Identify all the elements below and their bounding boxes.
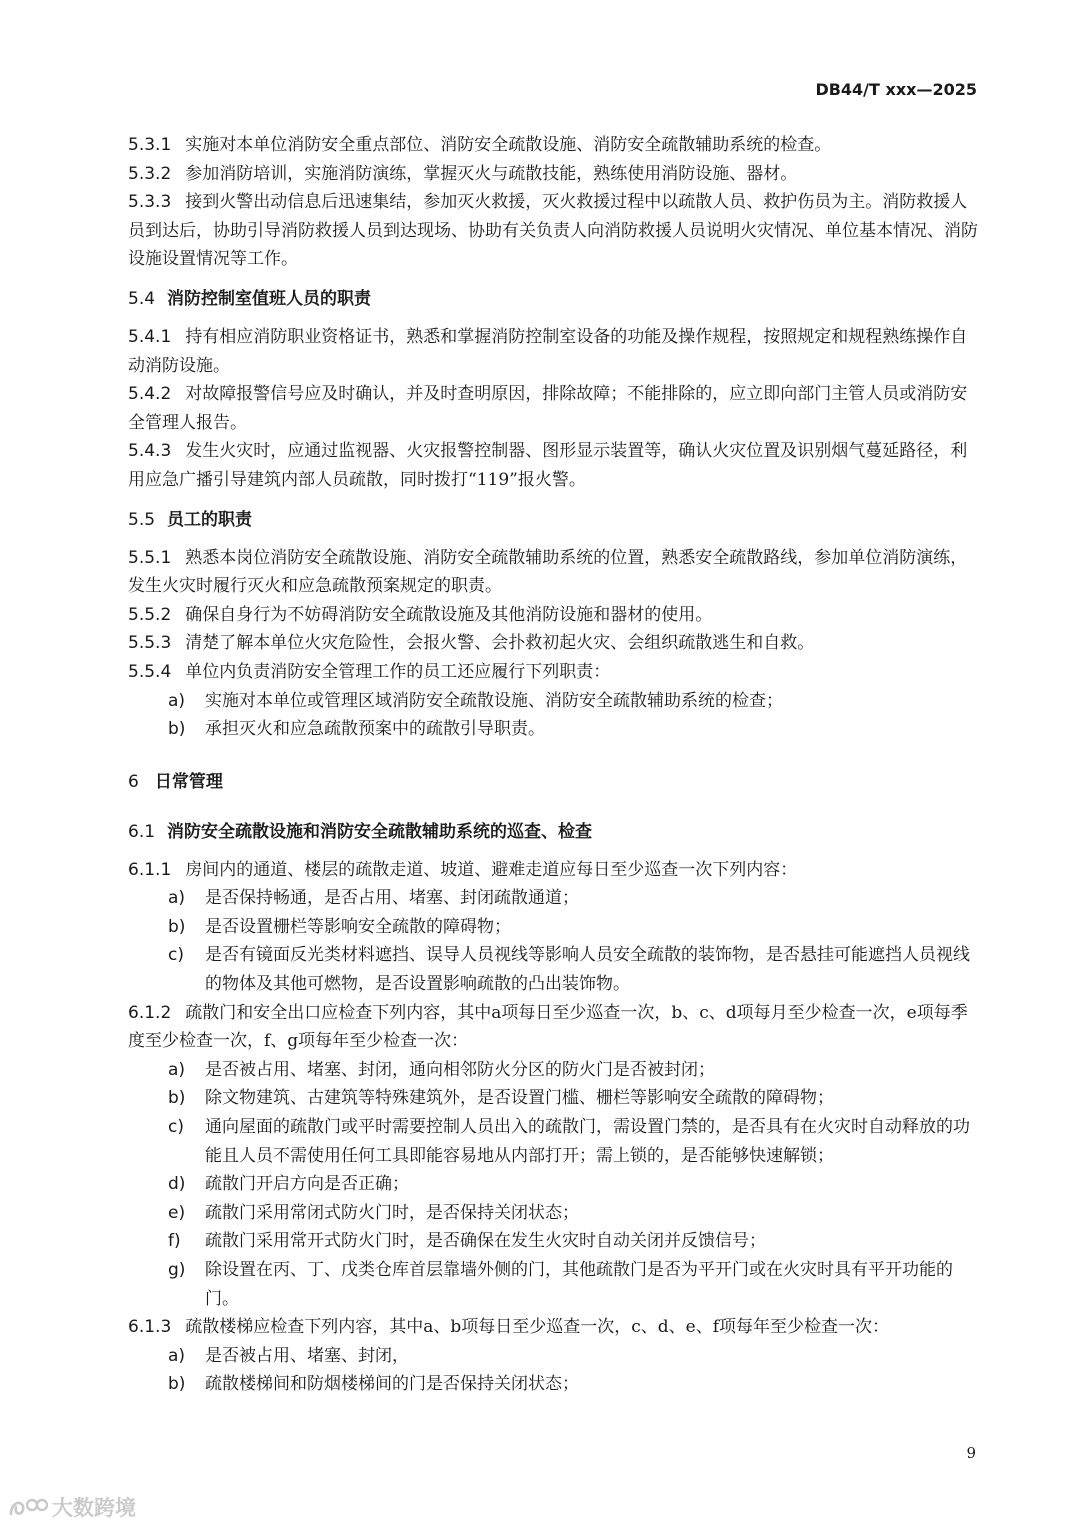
- clause-text: 单位内负责消防安全管理工作的员工还应履行下列职责：: [185, 661, 611, 682]
- list-marker: c): [168, 1117, 184, 1138]
- list-item: [128, 884, 978, 913]
- clause-number: 5.4.3: [128, 441, 172, 462]
- watermark-text: 大数跨境: [52, 1496, 136, 1520]
- list-item: [128, 941, 978, 998]
- clause-text: 接到火警出动信息后迅速集结，参加灭火救援，灭火救援过程中以疏散人员、救护伤员为主。消防救援人员到达后，协助引导消防救援人员到达现场、协助有关负责人向消防救援人员说明火灾情况、单位基本情况、消防设施设置情况等工作。: [128, 192, 978, 270]
- clause-number: 6.1.2: [128, 1002, 172, 1023]
- clause-number: 5.3.2: [128, 163, 172, 184]
- section-title: 消防控制室值班人员的职责: [167, 288, 372, 309]
- list-marker: f): [168, 1231, 181, 1252]
- clause-5-5-4: [128, 658, 978, 687]
- list-item: [128, 1084, 978, 1113]
- clause-5-3-1: [128, 131, 978, 160]
- page-number: 9: [966, 1444, 976, 1462]
- document-code: DB44/T xxx—2025: [815, 80, 977, 99]
- list-item: [128, 1170, 978, 1199]
- list-item: [128, 1342, 978, 1371]
- list-item: [128, 1256, 978, 1313]
- clause-text: 房间内的通道、楼层的疏散走道、坡道、避难走道应每日至少巡查一次下列内容：: [185, 859, 798, 880]
- section-number: 5.4: [128, 288, 156, 309]
- clause-5-3-3: [128, 188, 978, 274]
- list-item: [128, 913, 978, 942]
- page-content: [128, 131, 978, 1399]
- list-item: [128, 1199, 978, 1228]
- clause-5-4-1: [128, 323, 978, 380]
- clause-text: 熟悉本岗位消防安全疏散设施、消防安全疏散辅助系统的位置，熟悉安全疏散路线，参加单位消防演练，发生火灾时履行灭火和应急疏散预案规定的职责。: [128, 547, 968, 597]
- clause-text: 确保自身行为不妨碍消防安全疏散设施及其他消防设施和器材的使用。: [185, 604, 713, 625]
- list-item: [128, 1227, 978, 1256]
- list-marker: a): [168, 1345, 186, 1366]
- list-text: 是否被占用、堵塞、封闭，通向相邻防火分区的防火门是否被封闭；: [205, 1059, 715, 1080]
- section-number: 5.5: [128, 509, 156, 530]
- list-text: 实施对本单位或管理区域消防安全疏散设施、消防安全疏散辅助系统的检查；: [205, 690, 783, 711]
- clause-5-4-2: [128, 380, 978, 437]
- section-heading-5-4: [128, 285, 978, 313]
- clause-number: 5.5.2: [128, 604, 172, 625]
- list-marker: c): [168, 945, 184, 966]
- section-title: 消防安全疏散设施和消防安全疏散辅助系统的巡查、检查: [167, 821, 593, 842]
- clause-6-1-3: [128, 1313, 978, 1342]
- clause-text: 持有相应消防职业资格证书，熟悉和掌握消防控制室设备的功能及操作规程，按照规定和规程熟练操作自动消防设施。: [128, 326, 968, 376]
- list-text: 疏散门采用常开式防火门时，是否确保在发生火灾时自动关闭并反馈信号；: [205, 1231, 766, 1252]
- clause-number: 5.5.1: [128, 547, 172, 568]
- list-text: 是否设置栅栏等影响安全疏散的障碍物；: [205, 916, 511, 937]
- list-item: [128, 687, 978, 716]
- list-marker: e): [168, 1202, 186, 1223]
- list-item: [128, 1370, 978, 1399]
- clause-5-5-3: [128, 629, 978, 658]
- chapter-heading-6: [128, 768, 978, 796]
- list-item: [128, 1113, 978, 1170]
- clause-text: 发生火灾时，应通过监视器、火灾报警控制器、图形显示装置等，确认火灾位置及识别烟气蔓延路径，利用应急广播引导建筑内部人员疏散，同时拨打“119”报火警。: [128, 441, 968, 490]
- section-number: 6.1: [128, 821, 156, 842]
- clause-5-5-2: [128, 601, 978, 630]
- clause-number: 5.5.4: [128, 661, 172, 682]
- clause-text: 疏散楼梯应检查下列内容，其中a、b项每日至少巡查一次，c、d、e、f项每年至少检查一次：: [185, 1317, 890, 1338]
- list-text: 疏散楼梯间和防烟楼梯间的门是否保持关闭状态；: [205, 1374, 579, 1395]
- clause-text: 对故障报警信号应及时确认，并及时查明原因，排除故障；不能排除的，应立即向部门主管人员或消防安全管理人报告。: [128, 384, 968, 433]
- list-marker: b): [168, 1374, 186, 1395]
- list-marker: d): [168, 1174, 186, 1195]
- clause-number: 5.4.2: [128, 384, 172, 405]
- clause-text: 清楚了解本单位火灾危险性，会报火警、会扑救初起火灾、会组织疏散逃生和自救。: [185, 633, 815, 654]
- list-text: 通向屋面的疏散门或平时需要控制人员出入的疏散门，需设置门禁的，是否具有在火灾时自动释放的功能且人员不需使用任何工具即能容易地从内部打开；需上锁的，是否能够快速解锁；: [205, 1117, 970, 1166]
- clause-5-4-3: [128, 437, 978, 494]
- list-marker: a): [168, 690, 186, 711]
- list-marker: b): [168, 719, 186, 740]
- clause-text: 参加消防培训，实施消防演练，掌握灭火与疏散技能，熟练使用消防设施、器材。: [185, 163, 798, 184]
- clause-number: 5.4.1: [128, 326, 172, 347]
- clause-text: 实施对本单位消防安全重点部位、消防安全疏散设施、消防安全疏散辅助系统的检查。: [185, 135, 832, 155]
- clause-number: 6.1.3: [128, 1317, 172, 1338]
- clause-6-1-2: [128, 999, 978, 1056]
- list-marker: b): [168, 1088, 186, 1109]
- list-text: 疏散门开启方向是否正确；: [205, 1174, 409, 1195]
- list-marker: g): [168, 1260, 186, 1280]
- section-heading-5-5: [128, 506, 978, 534]
- list-text: 除文物建筑、古建筑等特殊建筑外，是否设置门槛、栅栏等影响安全疏散的障碍物；: [205, 1088, 834, 1109]
- clause-text: 疏散门和安全出口应检查下列内容，其中a项每日至少巡查一次，b、c、d项每月至少检查一次，e项每季度至少检查一次，f、g项每年至少检查一次：: [128, 1002, 968, 1052]
- watermark: [8, 1492, 136, 1522]
- list-item: [128, 1056, 978, 1085]
- list-text: 承担灭火和应急疏散预案中的疏散引导职责。: [205, 719, 545, 740]
- chapter-number: 6: [128, 771, 139, 792]
- clause-5-5-1: [128, 544, 978, 601]
- list-text: 是否保持畅通，是否占用、堵塞、封闭疏散通道；: [205, 888, 579, 909]
- list-marker: a): [168, 888, 186, 909]
- list-text: 是否被占用、堵塞、封闭，: [205, 1345, 409, 1366]
- chapter-title: 日常管理: [154, 771, 223, 792]
- list-text: 是否有镜面反光类材料遮挡、误导人员视线等影响人员安全疏散的装饰物，是否悬挂可能遮挡人员视线的物体及其他可燃物，是否设置影响疏散的凸出装饰物。: [205, 945, 970, 995]
- section-heading-6-1: [128, 818, 978, 846]
- list-marker: a): [168, 1059, 186, 1080]
- list-text: 疏散门采用常闭式防火门时，是否保持关闭状态；: [205, 1202, 579, 1223]
- clause-number: 5.3.1: [128, 135, 172, 155]
- section-title: 员工的职责: [167, 509, 253, 530]
- list-marker: b): [168, 916, 186, 937]
- list-text: 除设置在丙、丁、戊类仓库首层靠墙外侧的门，其他疏散门是否为平开门或在火灾时具有平开功能的门。: [205, 1260, 953, 1309]
- clause-number: 5.3.3: [128, 192, 172, 213]
- clause-6-1-1: [128, 856, 978, 885]
- logo-icon: [8, 1494, 48, 1520]
- list-item: [128, 715, 978, 744]
- clause-5-3-2: [128, 160, 978, 189]
- clause-number: 5.5.3: [128, 633, 172, 654]
- clause-number: 6.1.1: [128, 859, 172, 880]
